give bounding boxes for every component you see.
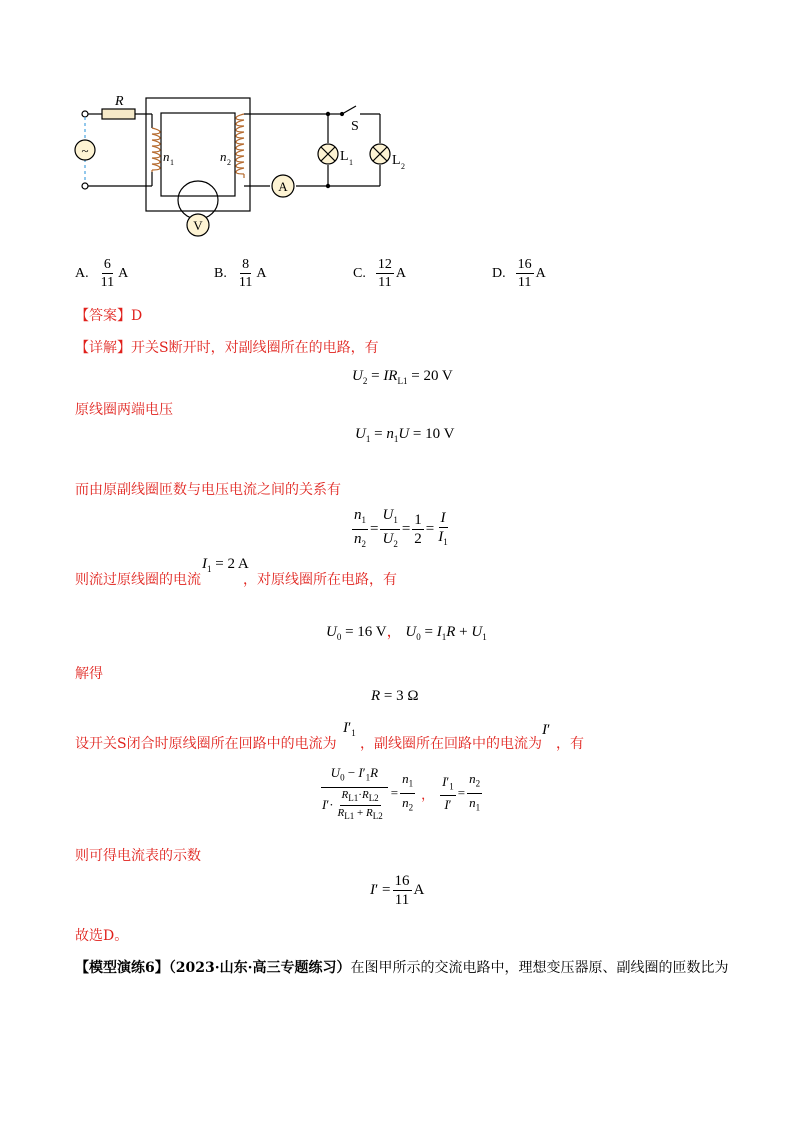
eq5-comma: ， — [386, 624, 402, 640]
detail-text: 解得 — [75, 666, 103, 682]
detail-line-6c — [556, 734, 584, 754]
option-fraction — [237, 256, 254, 291]
circuit-diagram — [60, 88, 420, 246]
option-letter: A. — [75, 265, 89, 281]
equation-7: $U_0 - I'_1R$ I ′· $\frac{R_{L1}\cdot R_{L2}}{R_{L1} + R_{L2}}$ = $\frac{n_1}{n_2}$ ， $\frac{I'_1}{I'}$ = $\frac{n_2}{n_1}$ — [322, 765, 481, 821]
detail-line-7 — [75, 846, 201, 866]
option-letter: C. — [353, 265, 366, 281]
option-d — [492, 256, 546, 291]
option-unit: A — [256, 265, 267, 281]
switch-s — [342, 106, 356, 114]
option-num: 12 — [377, 257, 392, 272]
equation-2: $U_1 = n_1U = 10$ V — [355, 426, 455, 444]
voltmeter-loop — [178, 181, 218, 219]
eq3-half-den: 2 — [414, 531, 422, 547]
transformer-core-outer — [146, 98, 250, 211]
ammeter-label: A — [278, 179, 288, 194]
eq8-den: 11 — [394, 892, 410, 908]
lamp-l1 — [318, 144, 338, 164]
lamp-l2 — [370, 144, 390, 164]
equation-1: $U_2 = IR_{L1} = 20$ V — [352, 368, 453, 386]
detail-text: 而由原副线圈匝数与电压电流之间的关系有 — [75, 482, 341, 498]
option-fraction — [376, 256, 394, 291]
voltmeter — [187, 214, 209, 236]
option-c — [353, 256, 406, 291]
answer-tag: 【答案】 — [75, 308, 131, 324]
inline-eq-i1: $I_1 = 2$ A — [202, 556, 249, 574]
detail-line-8 — [75, 926, 128, 946]
detail-line-5 — [75, 664, 103, 684]
secondary-coil — [236, 114, 244, 178]
detail-line-1 — [75, 338, 379, 358]
option-letter: B. — [214, 265, 227, 281]
terminal-bottom — [82, 183, 88, 189]
inline-i1-prime: $I'_1$ — [343, 720, 356, 738]
detail-tag: 【详解】 — [75, 340, 131, 356]
eq8-unit: A — [413, 882, 425, 898]
inline-i-prime: I′ — [542, 722, 551, 738]
label-r: R — [115, 94, 124, 109]
option-den: 11 — [378, 275, 392, 290]
detail-text: ，副线圈所在回路中的电流为 — [360, 736, 542, 752]
label-l2-sub: 2 — [401, 162, 405, 171]
detail-text: 开关S断开时，对副线圈所在的电路，有 — [131, 340, 379, 356]
label-n2-sub: 2 — [227, 158, 231, 167]
label-s: S — [351, 119, 359, 134]
label-n2: n — [220, 149, 227, 164]
answer-value: D — [131, 308, 143, 324]
option-num: 6 — [103, 257, 111, 272]
detail-line-2 — [75, 400, 173, 420]
eq5-a: = 16 V — [345, 624, 387, 640]
detail-line-6 — [75, 734, 337, 754]
detail-text: ，有 — [556, 736, 584, 752]
option-a — [75, 256, 128, 291]
detail-text: ，对原线圈所在电路，有 — [243, 572, 397, 588]
eq8-num: 16 — [394, 873, 410, 889]
detail-text: 则流过原线圈的电流 — [75, 572, 201, 588]
terminal-top — [82, 111, 88, 117]
detail-text: 则可得电流表的示数 — [75, 848, 201, 864]
option-unit: A — [535, 265, 546, 281]
voltmeter-label: V — [193, 218, 203, 233]
equation-5: $U_0 = 16$ V， $U_0 = I_1R + U_1$ — [326, 624, 487, 642]
eq6-rhs: = 3 Ω — [383, 688, 419, 704]
option-num: 8 — [242, 257, 250, 272]
option-b — [214, 256, 266, 291]
option-fraction — [516, 256, 534, 291]
label-l2: L — [392, 153, 401, 168]
label-l1: L — [340, 149, 349, 164]
eq1-rhs: = 20 V — [411, 368, 453, 384]
eq4-rhs: = 2 A — [215, 556, 249, 572]
option-fraction — [99, 256, 116, 291]
label-l1-sub: 1 — [349, 158, 353, 167]
ac-source-label: ~ — [81, 143, 89, 158]
detail-text: 设开关S闭合时原线圈所在回路中的电流为 — [75, 736, 337, 752]
detail-line-3 — [75, 480, 341, 500]
detail-line-6b — [360, 734, 542, 754]
ac-source — [75, 140, 95, 160]
equation-8: I ′ = $\frac{16}{11}$ A — [370, 873, 425, 908]
label-n1-sub: 1 — [170, 158, 174, 167]
option-letter: D. — [492, 265, 506, 281]
equation-6: R = 3 Ω — [371, 688, 419, 704]
option-den: 11 — [238, 275, 253, 290]
answer-line — [75, 306, 142, 326]
option-unit: A — [395, 265, 406, 281]
equation-3: $\frac{n_1}{n_2}$ = $\frac{U_1}{U_2}$ = $\frac{1}{2}$ = $\frac{I}{I_1}$ — [354, 507, 448, 549]
option-num: 16 — [517, 257, 532, 272]
primary-coil — [152, 128, 160, 172]
detail-line-4 — [75, 570, 201, 590]
question-source: （2023·山东·高三专题练习） — [168, 960, 351, 976]
eq3-half-num: 1 — [414, 512, 422, 528]
resistor-r — [102, 109, 135, 119]
label-n1: n — [163, 149, 170, 164]
next-question-line — [75, 958, 728, 978]
option-den: 11 — [100, 275, 115, 290]
detail-line-4b — [243, 570, 397, 590]
eq2-rhs: = 10 V — [412, 426, 455, 442]
detail-text: 故选D。 — [75, 928, 129, 944]
option-unit: A — [118, 265, 129, 281]
ammeter — [272, 175, 294, 197]
question-tag: 【模型演练6】 — [75, 960, 169, 976]
question-text: 在图甲所示的交流电路中，理想变压器原、副线圈的匝数比为 — [350, 960, 729, 976]
detail-text: 原线圈两端电压 — [75, 402, 173, 418]
option-den: 11 — [517, 275, 532, 290]
